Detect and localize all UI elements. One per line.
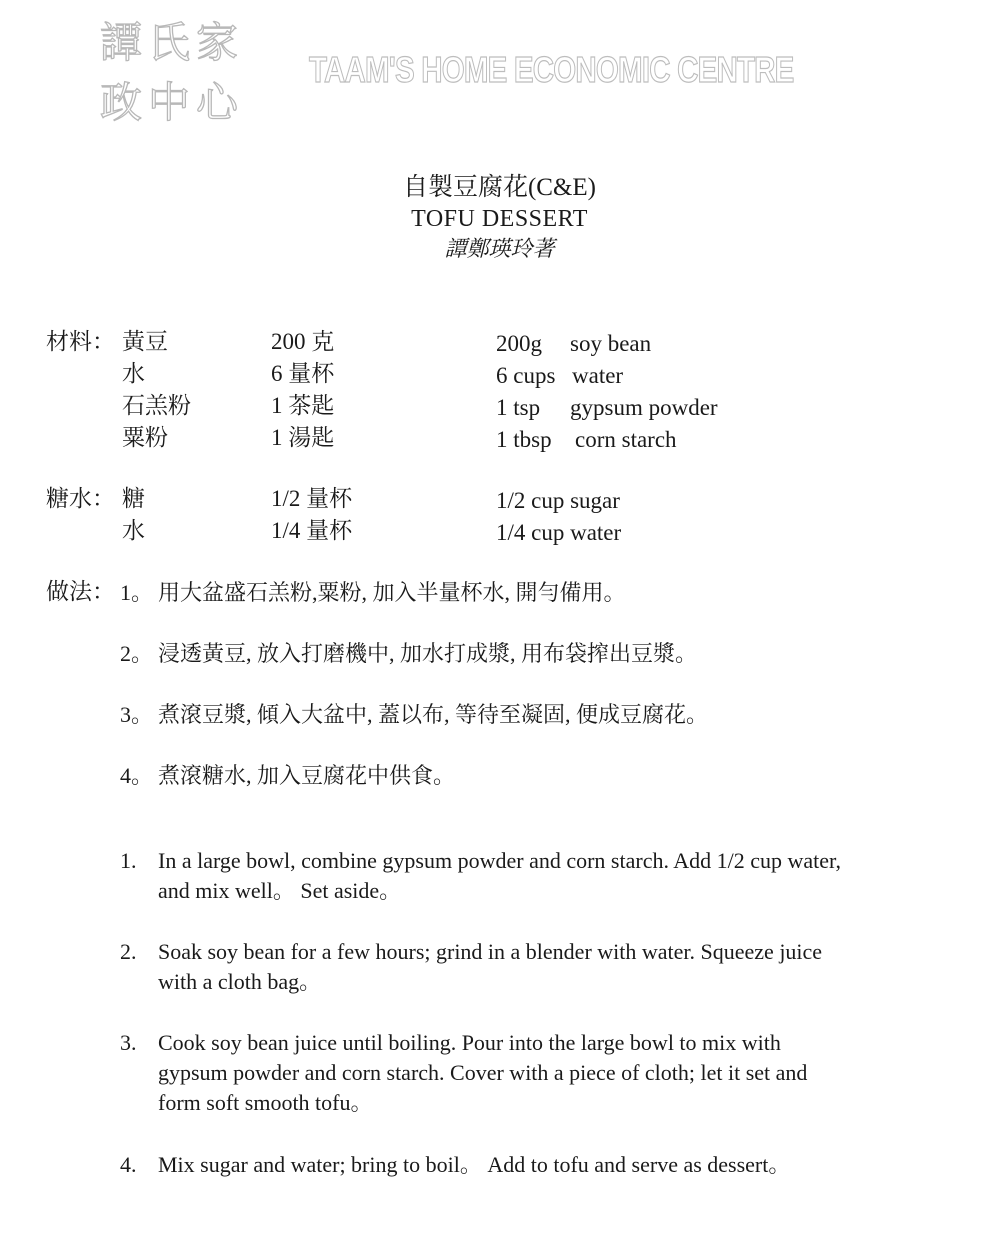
syrup-ingredient-english: 1/2 cup sugar [496,488,620,513]
chinese-step [120,578,920,608]
step-number: 4。 [120,763,154,788]
step-number: 2. [120,939,137,964]
step-line: and mix well。 Set aside。 [158,878,402,903]
syrup-ingredient-qty: 1/4 量杯 [271,518,353,543]
syrup-label: 糖水： [46,486,115,511]
step-number: 1。 [120,580,154,605]
step-number: 3。 [120,702,154,727]
step-line: Cook soy bean juice until boiling. Pour into the large bowl to mix with [158,1030,781,1055]
letterhead-chinese-name: 譚氏家政中心 [100,18,245,127]
ingredient-english [496,329,651,359]
step-line: gypsum powder and corn starch. Cover with a piece of cloth; let it set and [158,1060,808,1085]
ingredient-english-name: water [572,363,624,388]
chinese-step [120,639,920,669]
syrup-ingredient-english: 1/4 cup water [496,520,622,545]
step-text: 煮滾糖水, 加入豆腐花中供食。 [158,763,456,788]
syrup-ingredient-name: 糖 [122,486,145,511]
ingredient-english [496,425,677,455]
ingredient-english-qty: 1 tbsp [496,427,552,452]
step-line: with a cloth bag。 [158,969,322,994]
ingredient-name: 石羔粉 [122,393,191,418]
step-line: form soft smooth tofu。 [158,1090,373,1115]
chinese-step [120,761,920,791]
step-number: 2。 [120,641,154,666]
letterhead [100,18,900,127]
ingredient-name: 黃豆 [122,329,168,354]
ingredient-name: 水 [122,361,145,386]
step-text: 煮滾豆漿, 傾入大盆中, 蓋以布, 等待至凝固, 便成豆腐花。 [158,702,709,727]
ingredient-english-name: soy bean [570,331,652,356]
ingredient-english-name: gypsum powder [570,395,718,420]
step-number: 3. [120,1030,137,1055]
syrup-ingredient-name: 水 [122,518,145,543]
ingredients-label: 材料： [46,329,115,354]
ingredient-english-qty: 200g [496,331,542,356]
step-text [158,937,958,997]
ingredient-english-qty: 1 tsp [496,395,541,420]
step-text: 用大盆盛石羔粉,粟粉, 加入半量杯水, 開勻備用。 [158,580,626,605]
ingredient-qty: 200 克 [271,329,335,354]
step-number: 1. [120,848,137,873]
ingredient-english-name: corn starch [575,427,677,452]
method-label: 做法： [46,579,115,604]
recipe-title-chinese: 自製豆腐花(C&E) [402,174,597,201]
recipe-title-block [0,172,999,264]
english-step [120,1028,960,1118]
step-text [158,846,958,906]
ingredient-english [496,361,623,391]
ingredient-english-qty: 6 cups [496,363,556,388]
step-line: Soak soy bean for a few hours; grind in a blender with water. Squeeze juice [158,939,823,964]
english-step [120,1150,960,1180]
ingredient-name: 粟粉 [122,425,168,450]
step-text [158,1028,958,1118]
ingredient-english [496,393,718,423]
step-text [158,1150,958,1180]
english-step [120,846,960,906]
step-text: 浸透黃豆, 放入打磨機中, 加水打成漿, 用布袋搾出豆漿。 [158,641,698,666]
syrup-ingredient-qty: 1/2 量杯 [271,486,353,511]
step-line: In a large bowl, combine gypsum powder and corn starch. Add 1/2 cup water, [158,848,841,873]
step-number: 4. [120,1152,137,1177]
chinese-step [120,700,920,730]
recipe-title-english: TOFU DESSERT [411,206,588,232]
english-step [120,937,960,997]
letterhead-english-name: TAAM'S HOME ECONOMIC CENTRE [309,49,794,90]
ingredient-qty: 1 湯匙 [271,425,335,450]
step-line: Mix sugar and water; bring to boil。 Add to tofu and serve as dessert。 [158,1152,791,1177]
ingredient-qty: 1 茶匙 [271,393,335,418]
recipe-author: 譚鄭瑛玲著 [444,236,555,261]
ingredient-qty: 6 量杯 [271,361,335,386]
